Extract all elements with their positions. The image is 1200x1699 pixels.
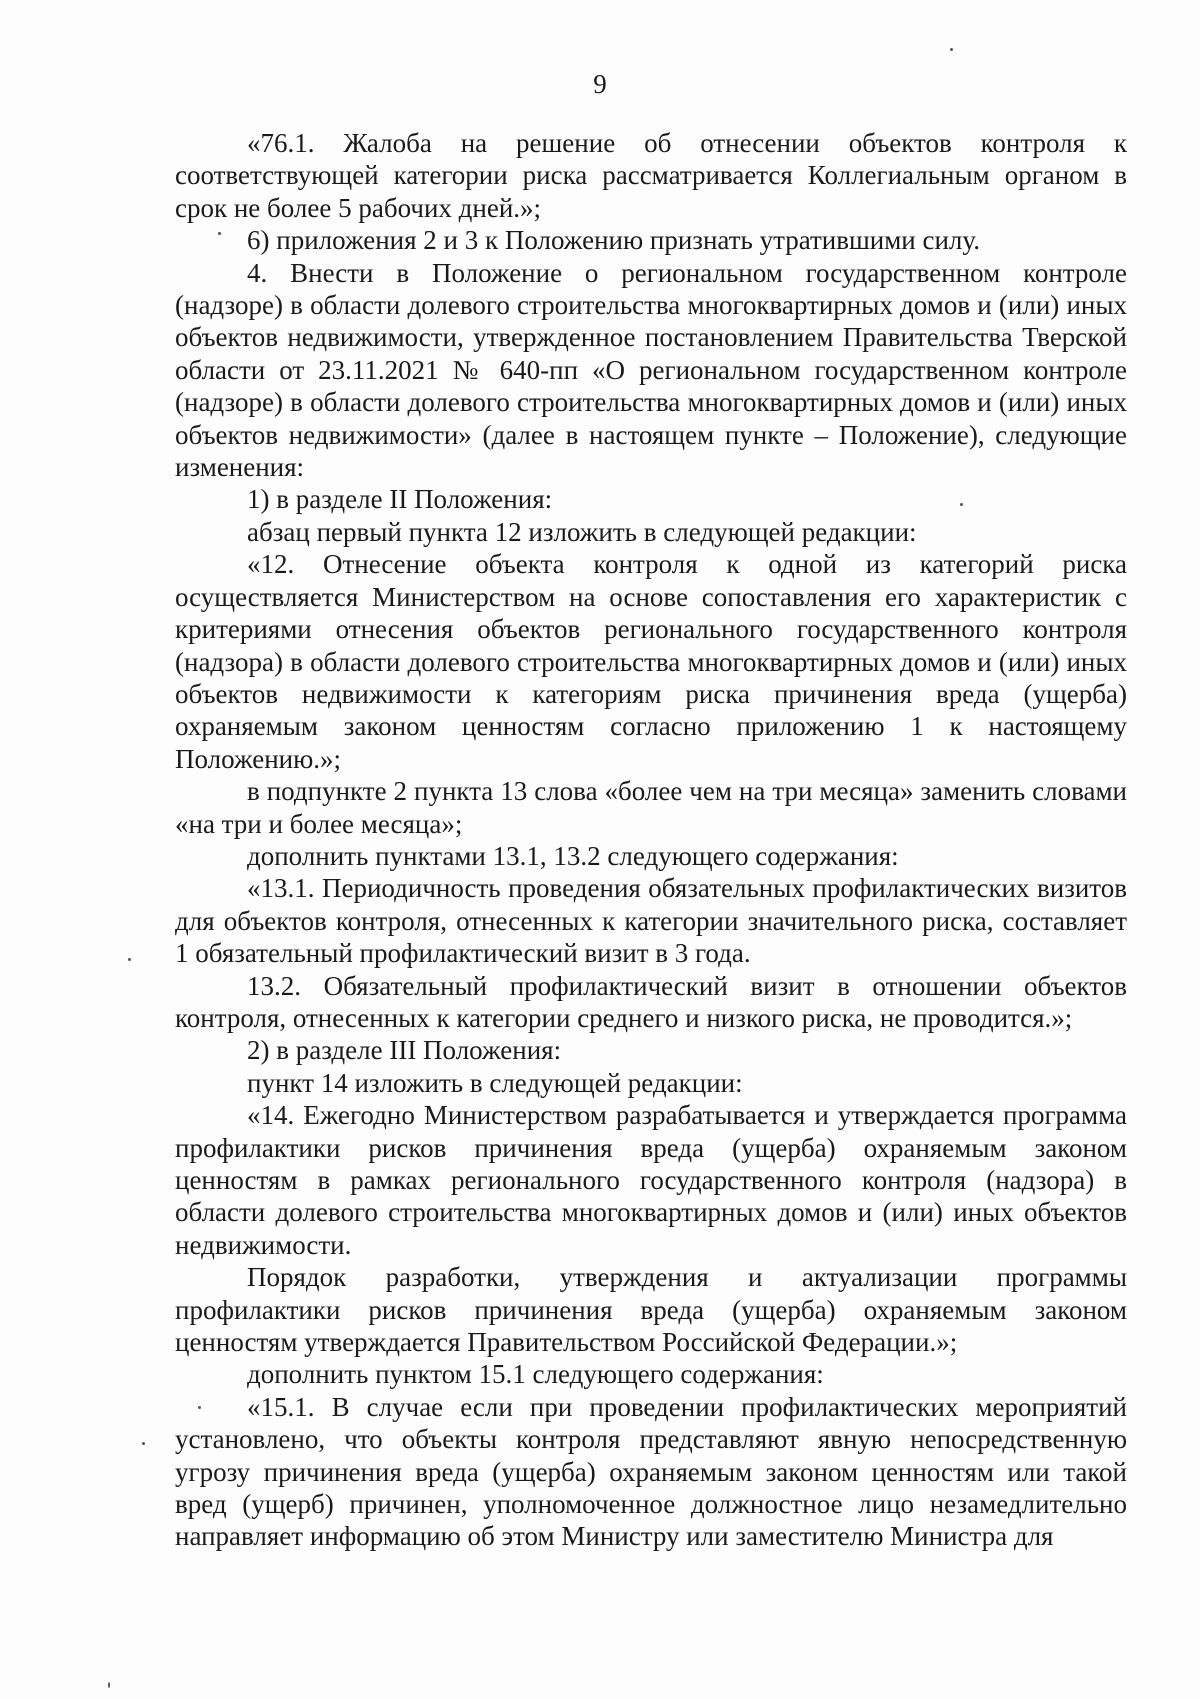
paragraph-13-2: 13.2. Обязательный профилактический визит в отношении объектов контроля, отнесенных к категории среднего и низкого риска, не проводится.»; [175,970,1127,1033]
scan-speck [950,48,953,51]
document-body [175,127,1127,1553]
paragraph-14-intro: пункт 14 изложить в следующей редакции: [247,1067,743,1098]
paragraph-14: «14. Ежегодно Министерством разрабатывается и утверждается программа профилактики рисков причинения вреда (ущерба) охраняемым законом ценностям в рамках регионального государственного контроля (надзора) в области долевого строительства многоквартирных домов и (или) иных объектов недвижимости. [175,1100,1127,1260]
scan-speck [108,1682,110,1688]
paragraph-76-1: «76.1. Жалоба на решение об отнесении объектов контроля к соответствующей категории риска рассматривается Коллегиальным органом в срок не более 5 рабочих дней.»; [175,128,1127,223]
paragraph-15-1-intro: дополнить пунктом 15.1 следующего содержания: [247,1359,824,1390]
scan-speck [960,503,963,506]
scan-speck [142,1442,145,1445]
paragraph-15-1: «15.1. В случае если при проведении профилактических мероприятий установлено, что объекты контроля представляют явную непосредственную угрозу причинения вреда (ущерба) охраняемым законом ценностям или такой вред (ущерб) причинен, уполномоченное должностное лицо незамедлительно направляет информацию об этом Министру или заместителю Министра для [175,1391,1127,1552]
paragraph-item-1-section-2: 1) в разделе II Положения: [247,484,553,515]
paragraph-13-add-intro: дополнить пунктами 13.1, 13.2 следующего содержания: [247,840,899,871]
paragraph-item-6: 6) приложения 2 и 3 к Положению признать утратившими силу. [247,225,980,256]
paragraph-13-1: «13.1. Периодичность проведения обязательных профилактических визитов для объектов контроля, отнесенных к категории значительного риска, составляет 1 обязательный профилактический визит в 3 года. [175,873,1127,969]
paragraph-section-4: 4. Внести в Положение о региональном государственном контроле (надзоре) в области долевого строительства многоквартирных домов и (или) иных объектов недвижимости, утвержденное постановлением Правительства Тверской области от 23.11.2021 № 640-пп «О региональном государственном контроле (надзоре) в области долевого строительства многоквартирных домов и (или) иных объектов недвижимости» (далее в настоящем пункте – Положение), следующие изменения: [175,257,1127,483]
scan-speck [128,958,131,961]
paragraph-12: «12. Отнесение объекта контроля к одной из категорий риска осуществляется Министерством на основе сопоставления его характеристик с критериями отнесения объектов регионального государственного контроля (надзора) в области долевого строительства многоквартирных домов и (или) иных объектов недвижимости к категориям риска причинения вреда (ущерба) охраняемым законом ценностям согласно приложению 1 к настоящему Положению.»; [175,549,1127,774]
paragraph-12-intro: абзац первый пункта 12 изложить в следующей редакции: [247,516,917,547]
scan-speck [198,1406,201,1409]
paragraph-item-2-section-3: 2) в разделе III Положения: [247,1035,562,1066]
scan-speck [218,232,221,235]
page-number: 9 [593,69,607,99]
paragraph-14-procedure: Порядок разработки, утверждения и актуализации программы профилактики рисков причинения вреда (ущерба) охраняемым законом ценностям утверждается Правительством Российской Федерации.»; [175,1262,1127,1358]
paragraph-13-subitem-2: в подпункте 2 пункта 13 слова «более чем на три месяца» заменить словами «на три и более месяца»; [175,776,1127,839]
